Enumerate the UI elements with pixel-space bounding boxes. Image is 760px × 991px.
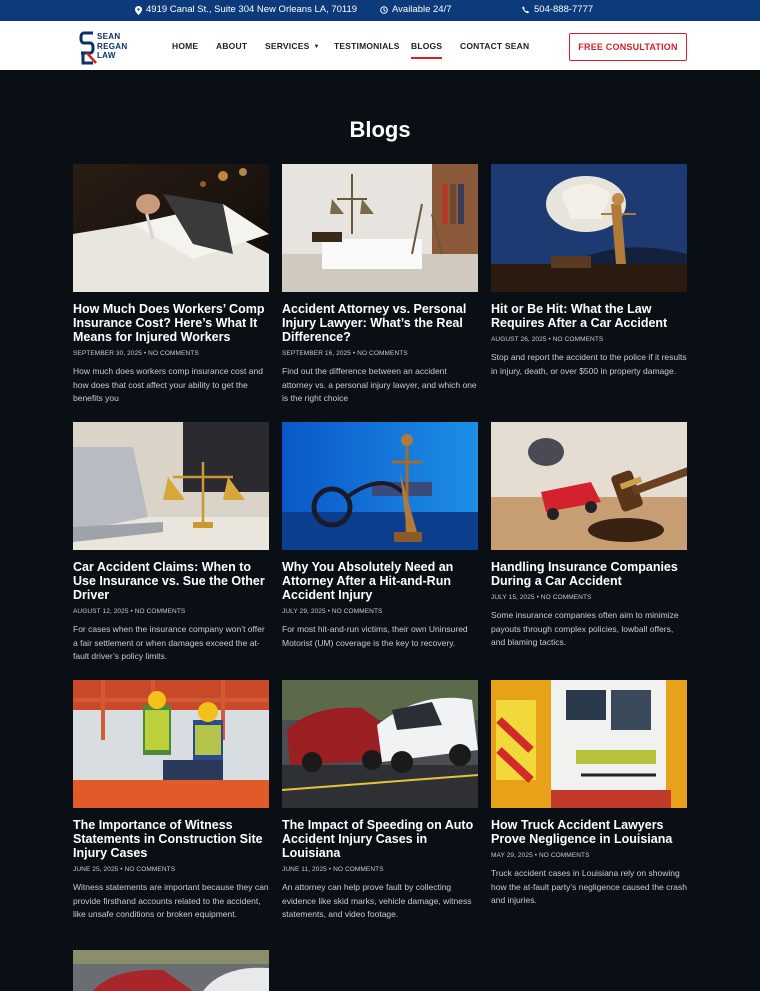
post-thumbnail-car-crash[interactable]: [282, 680, 478, 808]
availability-item: [380, 4, 452, 15]
blog-card[interactable]: [73, 680, 269, 922]
availability-text: Available 24/7: [392, 4, 452, 15]
post-thumbnail-laptop-scales[interactable]: [73, 422, 269, 550]
nav-services-label: SERVICES: [265, 41, 310, 51]
address-text: 4919 Canal St., Suite 304 New Orleans LA, 70119: [146, 4, 358, 15]
phone-text[interactable]: 504-888-7777: [534, 4, 594, 15]
post-title[interactable]: Hit or Be Hit: What the Law Requires After a Car Accident: [491, 302, 668, 330]
post-excerpt: Some insurance companies often aim to minimize payouts through complex policies, lowball offers, and blaming tactics.: [491, 610, 679, 647]
logo-wordmark[interactable]: [97, 32, 127, 61]
post-title[interactable]: Accident Attorney vs. Personal Injury Lawyer: What’s the Real Difference?: [282, 302, 467, 344]
post-meta: SEPTEMBER 30, 2025 • NO COMMENTS: [73, 350, 199, 357]
blog-card[interactable]: [282, 164, 478, 406]
post-excerpt: For cases when the insurance company won’t offer a fair settlement or when damages exceed the at-fault driver’s policy limits.: [73, 624, 265, 661]
post-title[interactable]: Why You Absolutely Need an Attorney After a Hit-and-Run Accident Injury: [282, 560, 454, 602]
blog-card[interactable]: [282, 680, 478, 922]
post-thumbnail-stethoscope-justice[interactable]: [282, 422, 478, 550]
phone-icon: [522, 6, 530, 14]
post-title[interactable]: How Much Does Workers’ Comp Insurance Cost? Here’s What It Means for Injured Workers: [73, 302, 265, 344]
blog-card[interactable]: [73, 164, 269, 406]
post-meta: SEPTEMBER 16, 2025 • NO COMMENTS: [282, 350, 408, 357]
post-title[interactable]: How Truck Accident Lawyers Prove Negligence in Louisiana: [491, 818, 673, 846]
phone-item[interactable]: [522, 4, 593, 15]
free-consultation-button[interactable]: FREE CONSULTATION: [569, 33, 687, 61]
nav-blogs[interactable]: BLOGS: [411, 41, 443, 51]
post-meta: AUGUST 12, 2025 • NO COMMENTS: [73, 608, 186, 615]
logo-mark-icon: [79, 31, 99, 65]
nav-home[interactable]: HOME: [172, 41, 199, 51]
post-meta: JULY 15, 2025 • NO COMMENTS: [491, 594, 592, 601]
nav-contact[interactable]: CONTACT SEAN: [460, 41, 530, 51]
post-excerpt: An attorney can help prove fault by collecting evidence like skid marks, vehicle damage, witness statements, and video footage.: [282, 882, 472, 919]
chevron-down-icon: ▼: [313, 44, 320, 50]
blog-card[interactable]: [491, 422, 687, 650]
logo-line-3: LAW: [97, 51, 116, 60]
clock-icon: [380, 6, 388, 14]
post-meta: AUGUST 26, 2025 • NO COMMENTS: [491, 336, 604, 343]
logo-line-2: REGAN: [97, 41, 128, 51]
post-title[interactable]: Car Accident Claims: When to Use Insurance vs. Sue the Other Driver: [73, 560, 265, 602]
post-thumbnail-construction-workers[interactable]: [73, 680, 269, 808]
post-title[interactable]: Handling Insurance Companies During a Car Accident: [491, 560, 678, 588]
post-meta: JULY 29, 2025 • NO COMMENTS: [282, 608, 383, 615]
top-info-bar: [0, 0, 760, 21]
post-excerpt: Stop and report the accident to the police if it results in injury, death, or over $500 in property damage.: [491, 352, 687, 376]
post-thumbnail-writing[interactable]: [73, 164, 269, 292]
nav-testimonials[interactable]: TESTIMONIALS: [334, 41, 400, 51]
post-thumbnail-scales-desk[interactable]: [282, 164, 478, 292]
blog-card[interactable]: [73, 422, 269, 664]
page-title: Blogs: [349, 117, 411, 142]
post-meta: JUNE 11, 2025 • NO COMMENTS: [282, 866, 384, 873]
blog-card[interactable]: [73, 950, 269, 991]
post-excerpt: Find out the difference between an accident attorney vs. a personal injury lawyer, and which one is the right choice: [282, 366, 477, 403]
post-excerpt: Witness statements are important because they can provide firsthand accounts related to the accident, like unsafe conditions or broken equipment.: [73, 882, 269, 919]
address-item: [134, 4, 357, 15]
nav-services[interactable]: [265, 41, 320, 51]
post-thumbnail-ambulance[interactable]: [491, 680, 687, 808]
main-navbar: [0, 21, 760, 70]
location-pin-icon: [134, 6, 142, 14]
post-title[interactable]: The Importance of Witness Statements in Construction Site Injury Cases: [73, 818, 263, 860]
nav-about[interactable]: ABOUT: [216, 41, 248, 51]
logo-line-1: SEAN: [97, 32, 121, 41]
blog-card[interactable]: [282, 422, 478, 650]
post-excerpt: How much does workers comp insurance cost and how does that cost affect your ability to get the benefits you: [73, 366, 263, 403]
post-thumbnail-partial[interactable]: [73, 950, 269, 991]
post-meta: MAY 29, 2025 • NO COMMENTS: [491, 852, 590, 859]
post-thumbnail-justice-flag[interactable]: [491, 164, 687, 292]
blog-card[interactable]: [491, 164, 687, 378]
blog-card[interactable]: [491, 680, 687, 908]
post-excerpt: Truck accident cases in Louisiana rely on showing how the at-fault party’s negligence caused the crash and injuries.: [491, 868, 687, 905]
post-meta: JUNE 25, 2025 • NO COMMENTS: [73, 866, 176, 873]
post-title[interactable]: The Impact of Speeding on Auto Accident Injury Cases in Louisiana: [282, 818, 474, 860]
post-thumbnail-toy-car-gavel[interactable]: [491, 422, 687, 550]
post-excerpt: For most hit-and-run victims, their own Uninsured Motorist (UM) coverage is the key to recovery.: [282, 624, 468, 648]
